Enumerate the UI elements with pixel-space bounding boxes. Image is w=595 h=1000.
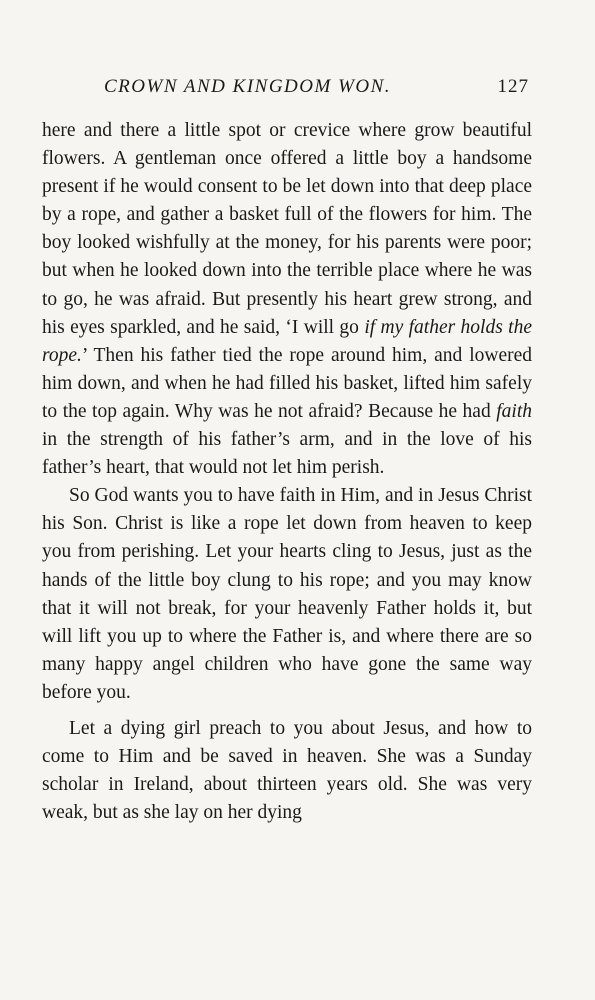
page-number: 127 [497, 76, 529, 97]
paragraph-2: So God wants you to have faith in Him, and in Jesus Christ his Son. Christ is like a rope let down from heaven to keep you from perishing. Let your hearts cling to Jesus, just as the hands of the little boy clung to his rope; and you may know that it will not break, for your heavenly Father holds it, but will lift you up to where the Father is, and where there are so many happy angel children who have gone the same way before you. [42, 485, 532, 703]
italic-faith: faith [496, 400, 532, 422]
running-title: CROWN AND KINGDOM WON. [104, 76, 392, 97]
paragraph-1-part-5: in the strength of his father’s arm, and in the love of his father’s heart, that would not let him perish. [42, 429, 532, 479]
paragraph-1-part-1: here and there a little spot or crevice where grow beautiful flowers. A gentleman once offered a little boy a handsome present if he would consent to be let down into that deep place by a rope, and gather a basket full of the flowers for him. The boy looked wishfully at the money, for his parents were poor; but when he looked down into the terrible place where he was to go, he was afraid. But presently his heart grew strong, and his eyes sparkled, and he said, ‘I will go [42, 120, 532, 338]
body-text [42, 117, 532, 827]
paragraph-3: Let a dying girl preach to you about Jesus, and how to come to Him and be saved in heaven. She was a Sunday scholar in Ireland, about thirteen years old. She was very weak, but as she lay on her dying [42, 717, 532, 824]
italic-quote: if my father holds the rope. [42, 316, 533, 366]
paragraph-1-part-3: ’ Then his father tied the rope around him, and lowered him down, and when he had filled his basket, lifted him safely to the top again. Why was he not afraid? Because he had [42, 344, 532, 422]
paragraph-1 [42, 117, 532, 482]
running-head [104, 76, 529, 100]
